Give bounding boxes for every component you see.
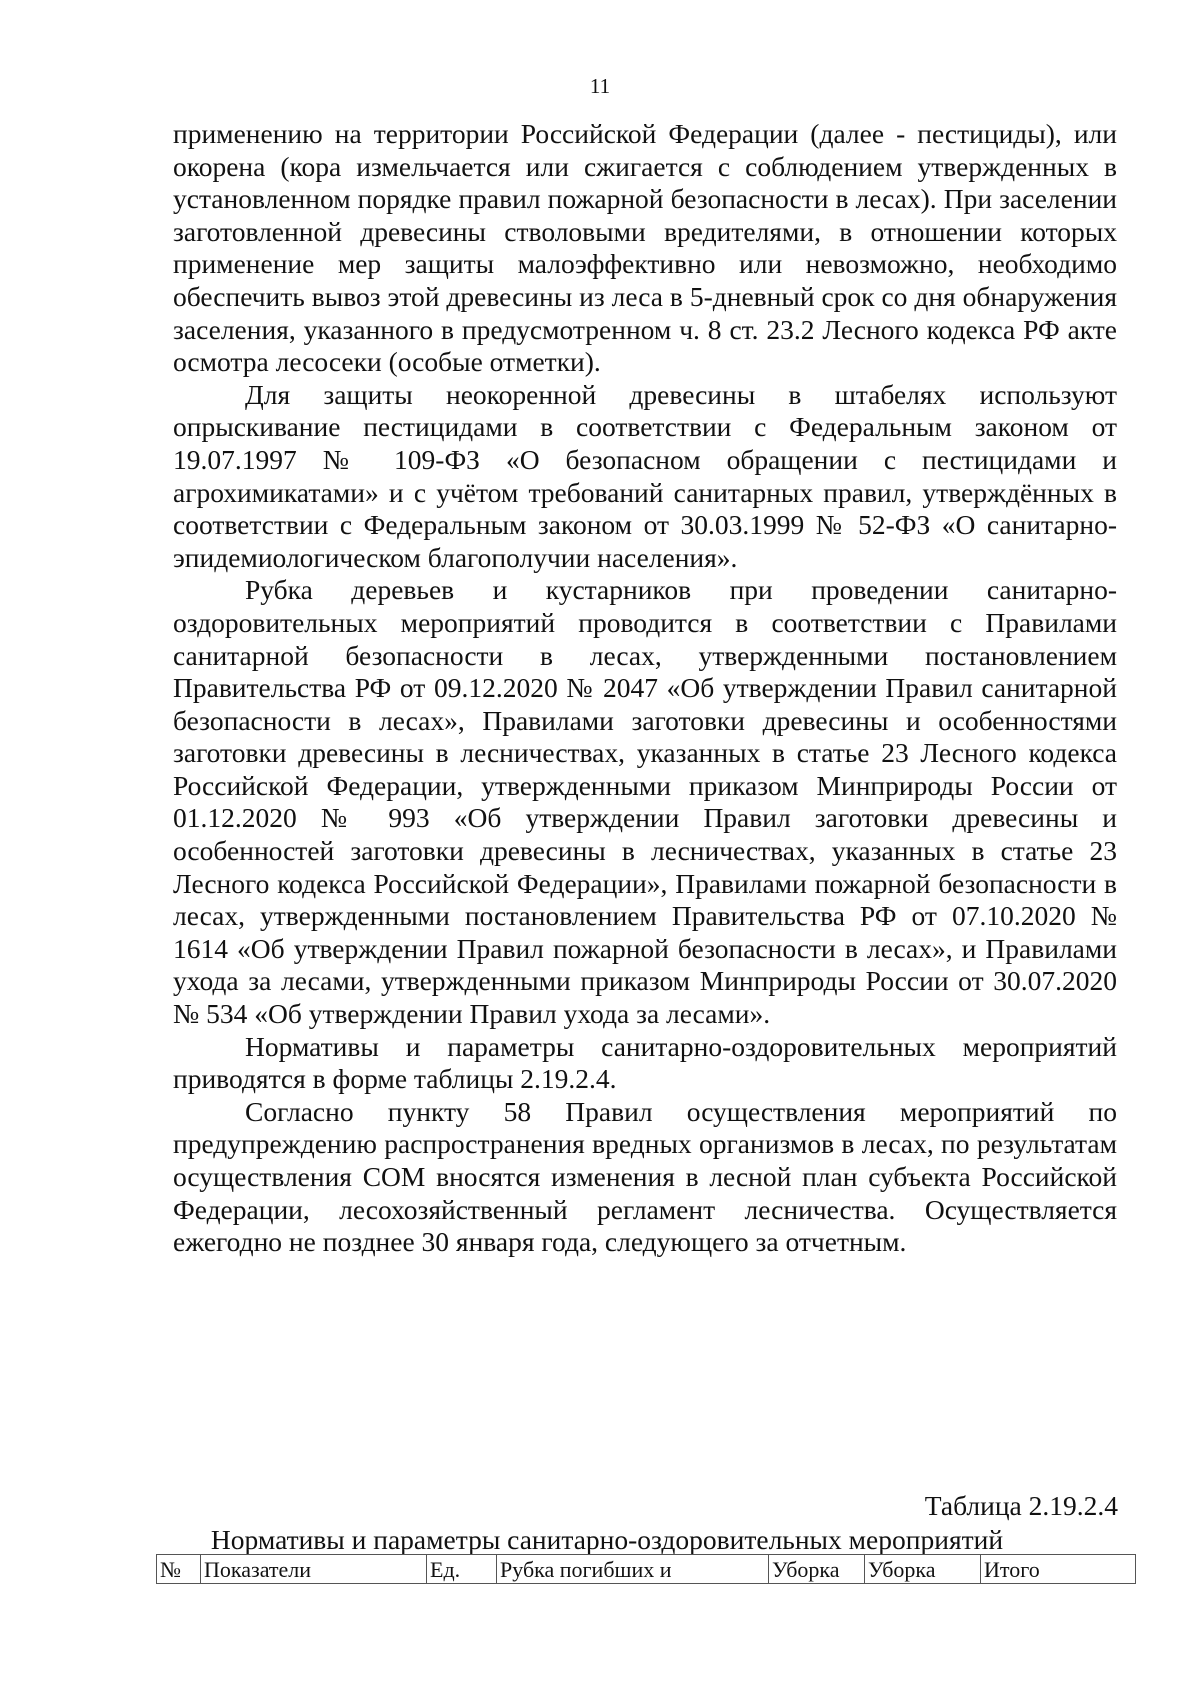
header-cell-indicators: Показатели [201, 1555, 427, 1584]
paragraph-forest-plan-changes: Согласно пункту 58 Правил осуществления мероприятий по предупреждению распространения вредных организмов в лесах, по результатам осуществления СОМ вносятся изменения в лесной план субъекта Российской Федерации, лесохозяйственный регламент лесничества. Осуществляется ежегодно не позднее 30 января года, следующего за отчетным. [173, 1095, 1117, 1258]
paragraph-pesticide-spraying: Для защиты неокоренной древесины в штабелях используют опрыскивание пестицидами в соответствии с Федеральным законом от 19.07.1997 № 109-ФЗ «О безопасном обращении с пестицидами и агрохимикатами» и с учётом требований санитарных правил, утверждённых в соответствии с Федеральным законом от 30.03.1999 № 52-ФЗ «О санитарно-эпидемиологическом благополучии населения». [173, 378, 1117, 573]
paragraph-continuation: применению на территории Российской Федерации (далее - пестициды), или окорена (кора измельчается или сжигается с соблюдением утвержденных в установленном порядке правил пожарной безопасности в лесах). При заселении заготовленной древесины стволовыми вредителями, в отношении которых применение мер защиты малоэффективно или невозможно, необходимо обеспечить вывоз этой древесины из леса в 5-дневный срок со дня обнаружения заселения, указанного в предусмотренном ч. 8 ст. 23.2 Лесного кодекса РФ акте осмотра лесосеки (особые отметки). [173, 118, 1117, 378]
paragraph-norms-reference: Нормативы и параметры санитарно-оздоровительных мероприятий приводятся в форме таблицы 2.19.2.4. [173, 1030, 1117, 1095]
header-cell-felling: Рубка погибших и [497, 1555, 769, 1584]
table-title: Нормативы и параметры санитарно-оздоровительных мероприятий [210, 1524, 1004, 1555]
document-body [173, 118, 1117, 1259]
header-cell-total: Итого [981, 1555, 1136, 1584]
header-cell-unit: Ед. [427, 1555, 497, 1584]
paragraph-sanitary-felling-rules: Рубка деревьев и кустарников при проведении санитарно-оздоровительных мероприятий проводится в соответствии с Правилами санитарной безопасности в лесах, утвержденными постановлением Правительства РФ от 09.12.2020 № 2047 «Об утверждении Правил санитарной безопасности в лесах», Правилами заготовки древесины и особенностями заготовки древесины в лесничествах, указанных в статье 23 Лесного кодекса Российской Федерации, утвержденными приказом Минприроды России от 01.12.2020 № 993 «Об утверждении Правил заготовки древесины и особенностей заготовки древесины в лесничествах, указанных в статье 23 Лесного кодекса Российской Федерации», Правилами пожарной безопасности в лесах, утвержденными постановлением Правительства РФ от 07.10.2020 № 1614 «Об утверждении Правил пожарной безопасности в лесах», и Правилами ухода за лесами, утвержденными приказом Минприроды России от 30.07.2020 № 534 «Об утверждении Правил ухода за лесами». [173, 574, 1117, 1030]
table-caption: Таблица 2.19.2.4 [924, 1490, 1118, 1521]
header-cell-cleanup-1: Уборка [769, 1555, 865, 1584]
page-number: 11 [589, 74, 611, 98]
header-cell-cleanup-2: Уборка [865, 1555, 981, 1584]
table-header-row [157, 1555, 1136, 1584]
header-cell-number: № [157, 1555, 201, 1584]
norms-table [156, 1554, 1136, 1584]
